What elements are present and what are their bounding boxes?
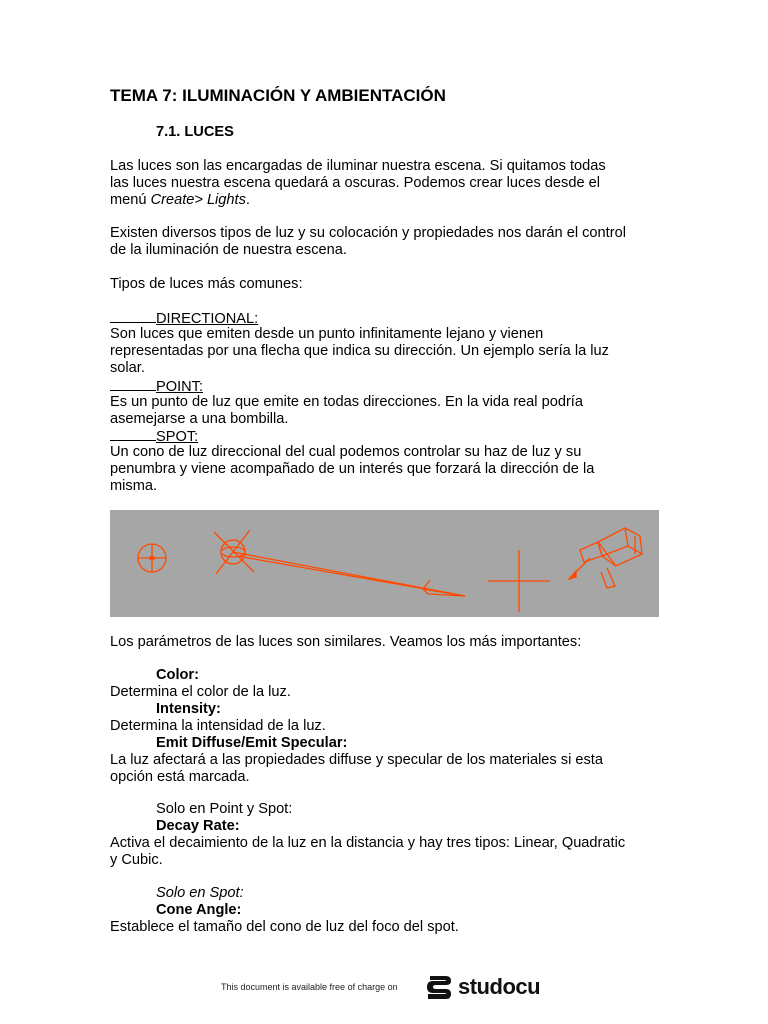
studocu-logo-word: studocu xyxy=(458,974,541,999)
type-heading-spot: SPOT: xyxy=(110,427,198,446)
types-intro: Tipos de luces más comunes: xyxy=(110,276,303,292)
param-intensity-desc: Determina la intensidad de la luz. xyxy=(110,718,326,734)
param-color-label: Color: xyxy=(156,667,199,683)
menu-path: Create> Lights xyxy=(150,192,246,208)
studocu-logo-icon xyxy=(424,972,454,1002)
lights-figure xyxy=(110,510,659,617)
point-light-icon xyxy=(488,550,550,612)
type-heading-directional: DIRECTIONAL: xyxy=(110,309,258,328)
param-intensity-label: Intensity: xyxy=(156,701,221,717)
param-cone-desc: Establece el tamaño del cono de luz del foco del spot. xyxy=(110,919,459,935)
directional-light-icon xyxy=(214,530,465,596)
intro-line-3-prefix: menú xyxy=(110,192,151,208)
intro-line-3-suffix: . xyxy=(245,192,250,208)
params-intro: Los parámetros de las luces son similares. Veamos los más importantes: xyxy=(110,634,582,650)
para2-line-1: Existen diversos tipos de luz y su colocación y propiedades nos darán el control xyxy=(110,225,626,241)
param-color-desc: Determina el color de la luz. xyxy=(110,684,291,700)
param-decay-label: Decay Rate: xyxy=(156,818,240,834)
footer-text: This document is available free of charge on xyxy=(221,982,398,992)
ambient-light-icon xyxy=(138,544,166,572)
type-desc-point: Es un punto de luz que emite en todas direcciones. En la vida real podría asemejarse a una bombilla. xyxy=(110,394,583,427)
param-cone-label: Cone Angle: xyxy=(156,902,242,918)
intro-line-1: Las luces son las encargadas de iluminar nuestra escena. Si quitamos todas xyxy=(110,158,606,174)
type-desc-directional: Son luces que emiten desde un punto infinitamente lejano y vienen representadas por una flecha que indica su dirección. Un ejemplo sería la luz solar. xyxy=(110,326,609,376)
description-paragraph xyxy=(110,225,670,259)
type-desc-spot: Un cono de luz direccional del cual podemos controlar su haz de luz y su penumbra y viene acompañado de un interés que forzará la dirección de la misma. xyxy=(110,444,595,494)
intro-paragraph xyxy=(110,158,670,209)
param-emit-label: Emit Diffuse/Emit Specular: xyxy=(156,735,348,751)
point-spot-note: Solo en Point y Spot: xyxy=(156,801,293,817)
para2-line-2: de la iluminación de nuestra escena. xyxy=(110,242,347,258)
section-heading: 7.1. LUCES xyxy=(156,124,234,140)
spot-light-icon xyxy=(569,528,642,588)
spot-note: Solo en Spot: xyxy=(156,885,244,901)
lights-diagram xyxy=(110,510,659,617)
page-title: TEMA 7: ILUMINACIÓN Y AMBIENTACIÓN xyxy=(110,86,446,105)
studocu-logo[interactable] xyxy=(424,972,540,1002)
param-emit-desc: La luz afectará a las propiedades diffuse y specular de los materiales si esta opción está marcada. xyxy=(110,752,603,785)
type-heading-point: POINT: xyxy=(110,377,203,396)
intro-line-2: las luces nuestra escena quedará a oscuras. Podemos crear luces desde el xyxy=(110,175,600,191)
param-decay-desc: Activa el decaimiento de la luz en la distancia y hay tres tipos: Linear, Quadratic y Cubic. xyxy=(110,835,626,868)
